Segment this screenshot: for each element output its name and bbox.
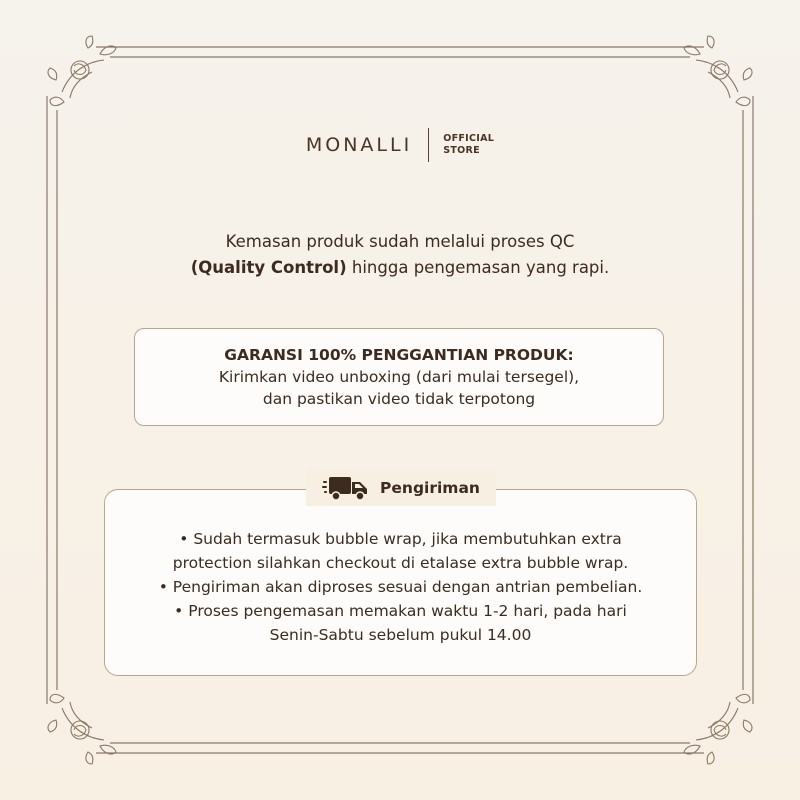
brand-subtitle xyxy=(443,133,494,157)
intro-line2-rest: hingga pengemasan yang rapi. xyxy=(346,258,610,277)
intro-line2-bold: (Quality Control) xyxy=(190,258,347,277)
delivery-truck-icon xyxy=(322,475,370,501)
guarantee-title: GARANSI 100% PENGGANTIAN PRODUK: xyxy=(224,346,574,364)
brand-subtitle-line2: STORE xyxy=(443,145,480,156)
shipping-line: Senin-Sabtu sebelum pukul 14.00 xyxy=(269,626,532,644)
shipping-line: • Sudah termasuk bubble wrap, jika membutuhkan extra xyxy=(179,530,622,548)
shipping-label xyxy=(306,470,496,506)
brand-name: MONALLI xyxy=(305,134,413,156)
shipping-label-text: Pengiriman xyxy=(380,479,480,497)
shipping-line: protection silahkan checkout di etalase extra bubble wrap. xyxy=(172,554,629,572)
brand-subtitle-line1: OFFICIAL xyxy=(443,133,495,144)
guarantee-line2: dan pastikan video tidak terpotong xyxy=(262,390,536,408)
shipping-line: • Pengiriman akan diproses sesuai dengan antrian pembelian. xyxy=(158,578,643,596)
intro-text xyxy=(0,229,800,281)
brand-logo xyxy=(0,128,800,162)
shipping-line: • Proses pengemasan memakan waktu 1-2 hari, pada hari xyxy=(174,602,627,620)
shipping-box xyxy=(104,489,697,676)
logo-divider xyxy=(428,128,429,162)
guarantee-box xyxy=(134,328,664,426)
guarantee-line1: Kirimkan video unboxing (dari mulai tersegel), xyxy=(218,368,580,386)
intro-line2 xyxy=(0,255,800,281)
intro-line1: Kemasan produk sudah melalui proses QC xyxy=(225,232,575,251)
